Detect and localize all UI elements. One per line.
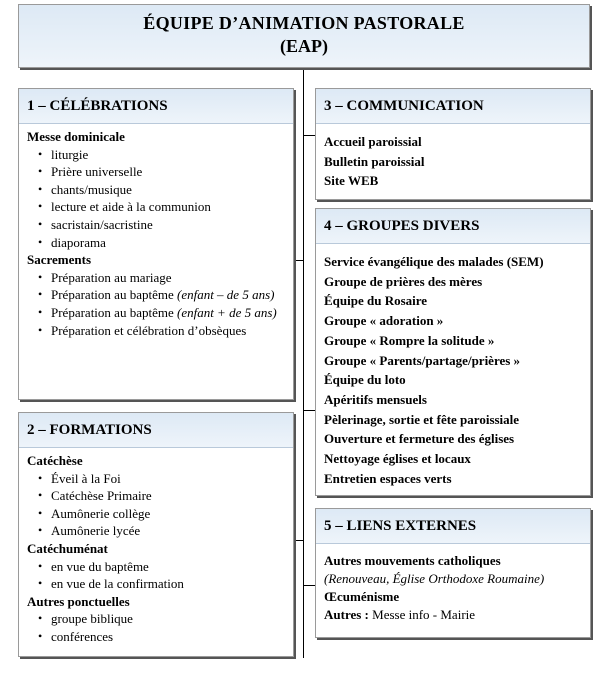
liens-value: Messe info - Mairie [368,607,476,622]
list-item [51,286,285,304]
list-item: • en vue de la confirmation [51,575,285,593]
list-item [51,304,285,322]
section-heading: 1 – CÉLÉBRATIONS [19,89,293,124]
subheading-catechumenat: Catéchuménat [27,540,108,556]
liens-line-1: Autres mouvements catholiques [324,553,501,568]
connector-communication [303,135,315,136]
list-item: Accueil paroissial [324,134,422,149]
title-line-2: (EAP) [280,36,328,56]
list-item: • Préparation et célébration d’obsèques [51,322,285,340]
liens-line-4 [324,606,582,624]
subheading-ponctuelles: Autres ponctuelles [27,593,130,609]
liens-line-3: Œcuménisme [324,589,400,604]
list-item: • conférences [51,628,285,646]
list-messe [27,146,285,252]
list-item: Apéritifs mensuels [324,391,427,407]
list-item: • sacristain/sacristine [51,216,285,234]
list-item: • groupe biblique [51,610,285,628]
list-item: • Aumônerie collège [51,505,285,523]
section-celebrations [18,88,294,400]
section-heading: 5 – LIENS EXTERNES [316,509,590,544]
section-groupes [315,208,591,496]
list-item: • lecture et aide à la communion [51,198,285,216]
list-item: • chants/musique [51,181,285,199]
list-item: Ouverture et fermeture des églises [324,431,515,447]
connector-liens [303,585,315,586]
connector-trunk [303,68,304,658]
list-item: • Prière universelle [51,163,285,181]
subheading-catechese: Catéchèse [27,453,83,468]
list-item: Service évangélique des malades (SEM) [324,254,544,269]
section-formations [18,412,294,657]
list-item: Nettoyage églises et locaux [324,451,471,467]
list-item: Équipe du Rosaire [324,293,428,309]
title-line-1: ÉQUIPE D’ANIMATION PASTORALE [143,13,465,33]
list-item: Groupe « Rompre la solitude » [324,332,495,348]
list-item: Équipe du loto [324,372,406,388]
section-heading: 3 – COMMUNICATION [316,89,590,124]
list-catechumenat [27,558,285,593]
page-title [18,4,590,68]
subheading-messe: Messe dominicale [27,129,125,144]
list-item: Bulletin paroissial [324,153,425,169]
liens-label: Autres : [324,607,369,622]
list-item: Site WEB [324,173,379,189]
list-catechese [27,470,285,540]
subheading-sacrements: Sacrements [27,252,92,268]
list-sacrements [27,269,285,339]
list-item: • diaporama [51,234,285,252]
item-text: Préparation au baptême [51,287,177,303]
item-note: (enfant – de 5 ans) [176,287,275,303]
liens-line-2: (Renouveau, Église Orthodoxe Roumaine) [324,571,545,586]
list-item: • Catéchèse Primaire [51,487,285,505]
list-item: Entretien espaces verts [324,470,452,486]
list-ponctuelles [27,610,285,645]
item-text: Préparation au baptême [51,304,177,320]
item-note: (enfant + de 5 ans) [176,304,277,320]
section-liens [315,508,591,638]
list-item: • en vue du baptême [51,558,285,576]
list-item: • Aumônerie lycée [51,522,285,540]
list-item: Groupe de prières des mères [324,273,483,289]
section-communication [315,88,591,200]
list-item: • Éveil à la Foi [51,470,285,488]
list-item: • liturgie [51,146,285,164]
list-item: Groupe « adoration » [324,313,444,329]
list-item: Pèlerinage, sortie et fête paroissiale [324,411,520,427]
section-heading: 4 – GROUPES DIVERS [316,209,590,244]
section-heading: 2 – FORMATIONS [19,413,293,448]
connector-groupes [303,410,315,411]
list-item: • Préparation au mariage [51,269,285,287]
list-item: Groupe « Parents/partage/prières » [324,352,521,368]
